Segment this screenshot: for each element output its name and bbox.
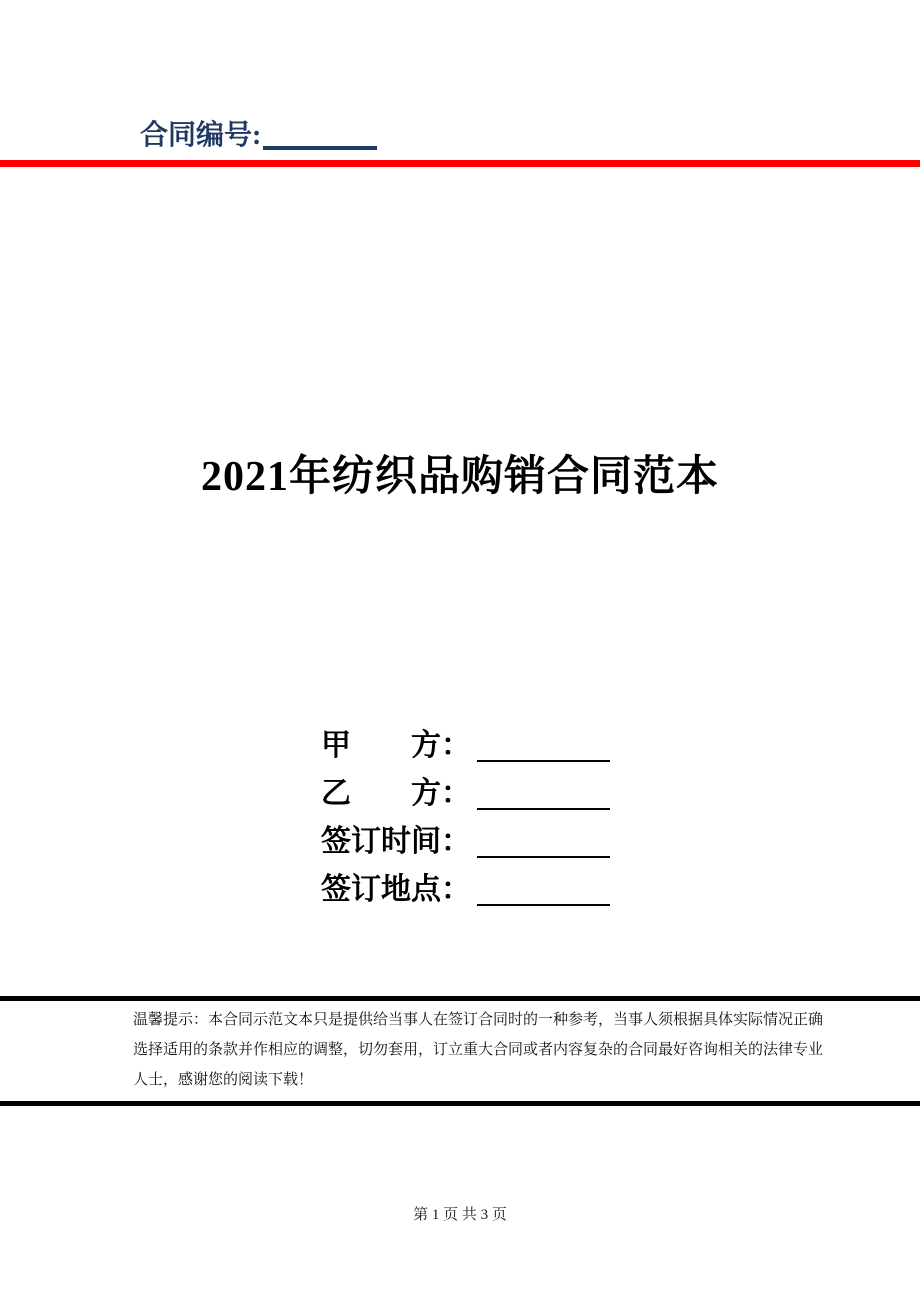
form-row-party-a bbox=[321, 722, 610, 770]
party-b-label: 乙 方： bbox=[321, 777, 471, 810]
form-row-sign-place bbox=[321, 866, 610, 914]
notice-line-3: 人士，感谢您的阅读下载！ bbox=[133, 1072, 314, 1088]
party-b-blank bbox=[477, 778, 610, 810]
notice-line-2: 选择适用的条款并作相应的调整，切勿套用，订立重大合同或者内容复杂的合同最好咨询相关的法律专业 bbox=[133, 1042, 824, 1058]
form-row-party-b bbox=[321, 770, 610, 818]
signature-form bbox=[321, 722, 610, 914]
contract-number-blank bbox=[263, 118, 377, 150]
sign-time-blank bbox=[477, 826, 610, 858]
sign-place-blank bbox=[477, 874, 610, 906]
party-a-blank bbox=[477, 730, 610, 762]
page-number: 第 1 页 共 3 页 bbox=[413, 1207, 507, 1223]
sign-place-label: 签订地点： bbox=[321, 873, 471, 906]
contract-number-label: 合同编号: bbox=[140, 120, 262, 151]
contract-number-line bbox=[140, 114, 377, 158]
notice-box bbox=[0, 996, 920, 1106]
party-a-label: 甲 方： bbox=[321, 729, 471, 762]
form-row-sign-time bbox=[321, 818, 610, 866]
sign-time-label: 签订时间： bbox=[321, 825, 471, 858]
document-title: 2021年纺织品购销合同范本 bbox=[200, 454, 719, 500]
red-divider-rule bbox=[0, 160, 920, 167]
notice-line-1: 温馨提示：本合同示范文本只是提供给当事人在签订合同时的一种参考，当事人须根据具体实际情况正确 bbox=[133, 1012, 824, 1028]
